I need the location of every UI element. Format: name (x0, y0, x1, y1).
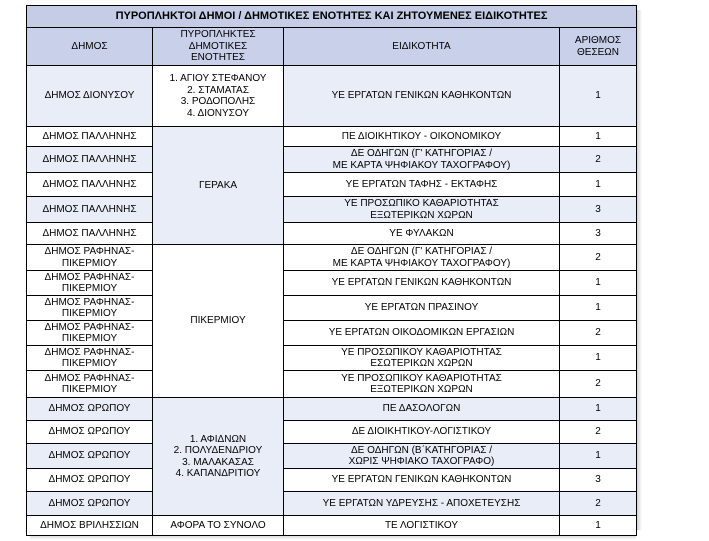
table-row (27, 245, 637, 271)
table-row (27, 271, 637, 296)
table-row (27, 223, 637, 245)
cell-municipality: ΔΗΜΟΣ ΠΑΛΛΗΝΗΣ (27, 127, 153, 147)
table-row (27, 346, 637, 371)
cell-municipality: ΔΗΜΟΣ ΠΑΛΛΗΝΗΣ (27, 147, 153, 173)
cell-positions: 3 (560, 223, 637, 245)
cell-positions: 3 (560, 469, 637, 492)
cell-positions: 1 (560, 271, 637, 296)
cell-specialty: ΔΕ ΔΙΟΙΚΗΤΙΚΟΥ-ΛΟΓΙΣΤΙΚΟΥ (284, 421, 560, 444)
cell-positions: 2 (560, 321, 637, 346)
cell-positions: 1 (560, 66, 637, 127)
cell-municipality: ΔΗΜΟΣ ΔΙΟΝΥΣΟΥ (27, 66, 153, 127)
cell-specialty: ΥΕ ΕΡΓΑΤΩΝ ΥΔΡΕΥΣΗΣ - ΑΠΟΧΕΤΕΥΣΗΣ (284, 492, 560, 516)
cell-positions: 2 (560, 371, 637, 398)
cell-specialty: ΔΕ ΟΔΗΓΩΝ (Γ' ΚΑΤΗΓΟΡΙΑΣ / ΜΕ ΚΑΡΤΑ ΨΗΦΙΑΚΟΥ ΤΑΧΟΓΡΑΦΟΥ) (284, 147, 560, 173)
cell-positions: 2 (560, 245, 637, 271)
cell-positions: 2 (560, 147, 637, 173)
header-municipality: ΔΗΜΟΣ (27, 28, 153, 66)
table-row (27, 444, 637, 469)
table-row (27, 173, 637, 197)
cell-positions: 1 (560, 127, 637, 147)
cell-positions: 1 (560, 346, 637, 371)
cell-units-rafina: ΠΙΚΕΡΜΙΟΥ (153, 245, 284, 398)
table-row (27, 516, 637, 536)
cell-positions: 1 (560, 398, 637, 421)
cell-specialty: ΥΕ ΕΡΓΑΤΩΝ ΓΕΝΙΚΩΝ ΚΑΘΗΚΟΝΤΩΝ (284, 66, 560, 127)
cell-municipality: ΔΗΜΟΣ ΠΑΛΛΗΝΗΣ (27, 173, 153, 197)
cell-municipality: ΔΗΜΟΣ ΩΡΩΠΟΥ (27, 421, 153, 444)
cell-municipality: ΔΗΜΟΣ ΩΡΩΠΟΥ (27, 469, 153, 492)
positions-table (26, 5, 637, 536)
cell-positions: 3 (560, 197, 637, 223)
cell-specialty: ΤΕ ΛΟΓΙΣΤΙΚΟΥ (284, 516, 560, 536)
table-row (27, 197, 637, 223)
cell-specialty: ΥΕ ΠΡΟΣΩΠΙΚΟΥ ΚΑΘΑΡΙΟΤΗΤΑΣ ΕΣΩΤΕΡΙΚΩΝ ΧΩΡΩΝ (284, 346, 560, 371)
cell-municipality: ΔΗΜΟΣ ΠΑΛΛΗΝΗΣ (27, 223, 153, 245)
cell-municipality: ΔΗΜΟΣ ΩΡΩΠΟΥ (27, 444, 153, 469)
table-row (27, 147, 637, 173)
header-positions: ΑΡΙΘΜΟΣ ΘΕΣΕΩΝ (560, 28, 637, 66)
cell-positions: 1 (560, 516, 637, 536)
cell-municipality: ΔΗΜΟΣ ΡΑΦΗΝΑΣ- ΠΙΚΕΡΜΙΟΥ (27, 271, 153, 296)
cell-units-dionysos: 1. ΑΓΙΟΥ ΣΤΕΦΑΝΟΥ 2. ΣΤΑΜΑΤΑΣ 3. ΡΟΔΟΠΟΛΗΣ 4. ΔΙΟΝΥΣΟΥ (153, 66, 284, 127)
table-header-row (27, 28, 637, 66)
cell-specialty: ΥΕ ΠΡΟΣΩΠΙΚΟΥ ΚΑΘΑΡΙΟΤΗΤΑΣ ΕΞΩΤΕΡΙΚΩΝ ΧΩΡΩΝ (284, 371, 560, 398)
cell-municipality: ΔΗΜΟΣ ΡΑΦΗΝΑΣ- ΠΙΚΕΡΜΙΟΥ (27, 371, 153, 398)
cell-units-pallini: ΓΕΡΑΚΑ (153, 127, 284, 245)
cell-municipality: ΔΗΜΟΣ ΡΑΦΗΝΑΣ- ΠΙΚΕΡΜΙΟΥ (27, 346, 153, 371)
cell-positions: 2 (560, 421, 637, 444)
table-row (27, 371, 637, 398)
table-title-row (27, 6, 637, 28)
cell-municipality: ΔΗΜΟΣ ΡΑΦΗΝΑΣ- ΠΙΚΕΡΜΙΟΥ (27, 245, 153, 271)
cell-specialty: ΥΕ ΠΡΟΣΩΠΙΚΟ ΚΑΘΑΡΙΟΤΗΤΑΣ ΕΞΩΤΕΡΙΚΩΝ ΧΩΡΩΝ (284, 197, 560, 223)
cell-municipality: ΔΗΜΟΣ ΡΑΦΗΝΑΣ- ΠΙΚΕΡΜΙΟΥ (27, 296, 153, 321)
cell-municipality: ΔΗΜΟΣ ΩΡΩΠΟΥ (27, 492, 153, 516)
cell-specialty: ΥΕ ΕΡΓΑΤΩΝ ΠΡΑΣΙΝΟΥ (284, 296, 560, 321)
cell-specialty: ΠΕ ΔΑΣΟΛΟΓΩΝ (284, 398, 560, 421)
cell-municipality: ΔΗΜΟΣ ΠΑΛΛΗΝΗΣ (27, 197, 153, 223)
table-row (27, 127, 637, 147)
cell-specialty: ΠΕ ΔΙΟΙΚΗΤΙΚΟΥ - ΟΙΚΟΝΟΜΙΚΟΥ (284, 127, 560, 147)
cell-municipality: ΔΗΜΟΣ ΒΡΙΛΗΣΣΙΩΝ (27, 516, 153, 536)
table-row (27, 398, 637, 421)
table-row (27, 66, 637, 127)
cell-specialty: ΥΕ ΕΡΓΑΤΩΝ ΓΕΝΙΚΩΝ ΚΑΘΗΚΟΝΤΩΝ (284, 469, 560, 492)
cell-positions: 1 (560, 444, 637, 469)
table-title: ΠΥΡΟΠΛΗΚΤΟΙ ΔΗΜΟΙ / ΔΗΜΟΤΙΚΕΣ ΕΝΟΤΗΤΕΣ ΚΑΙ ΖΗΤΟΥΜΕΝΕΣ ΕΙΔΙΚΟΤΗΤΕΣ (27, 6, 637, 28)
cell-specialty: ΔΕ ΟΔΗΓΩΝ (Β΄ΚΑΤΗΓΟΡΙΑΣ / ΧΩΡΙΣ ΨΗΦΙΑΚΟ ΤΑΧΟΓΡΑΦΟ) (284, 444, 560, 469)
cell-specialty: ΥΕ ΕΡΓΑΤΩΝ ΓΕΝΙΚΩΝ ΚΑΘΗΚΟΝΤΩΝ (284, 271, 560, 296)
table-row (27, 321, 637, 346)
cell-positions: 1 (560, 173, 637, 197)
table-row (27, 469, 637, 492)
cell-specialty: ΥΕ ΕΡΓΑΤΩΝ ΤΑΦΗΣ - ΕΚΤΑΦΗΣ (284, 173, 560, 197)
cell-units-oropos: 1. ΑΦΙΔΝΩΝ 2. ΠΟΛΥΔΕΝΔΡΙΟΥ 3. ΜΑΛΑΚΑΣΑΣ 4. ΚΑΠΑΝΔΡΙΤΙΟΥ (153, 398, 284, 516)
cell-positions: 1 (560, 296, 637, 321)
cell-specialty: ΥΕ ΕΡΓΑΤΩΝ ΟΙΚΟΔΟΜΙΚΩΝ ΕΡΓΑΣΙΩΝ (284, 321, 560, 346)
table-row (27, 296, 637, 321)
header-specialty: ΕΙΔΙΚΟΤΗΤΑ (284, 28, 560, 66)
cell-specialty: ΥΕ ΦΥΛΑΚΩΝ (284, 223, 560, 245)
cell-municipality: ΔΗΜΟΣ ΡΑΦΗΝΑΣ- ΠΙΚΕΡΜΙΟΥ (27, 321, 153, 346)
cell-units-vrilissia: ΑΦΟΡΑ ΤΟ ΣΥΝΟΛΟ (153, 516, 284, 536)
cell-positions: 2 (560, 492, 637, 516)
cell-specialty: ΔΕ ΟΔΗΓΩΝ (Γ' ΚΑΤΗΓΟΡΙΑΣ / ΜΕ ΚΑΡΤΑ ΨΗΦΙΑΚΟΥ ΤΑΧΟΓΡΑΦΟΥ) (284, 245, 560, 271)
header-units: ΠΥΡΟΠΛΗΚΤΕΣ ΔΗΜΟΤΙΚΕΣ ΕΝΟΤΗΤΕΣ (153, 28, 284, 66)
cell-municipality: ΔΗΜΟΣ ΩΡΩΠΟΥ (27, 398, 153, 421)
table-row (27, 421, 637, 444)
table-row (27, 492, 637, 516)
